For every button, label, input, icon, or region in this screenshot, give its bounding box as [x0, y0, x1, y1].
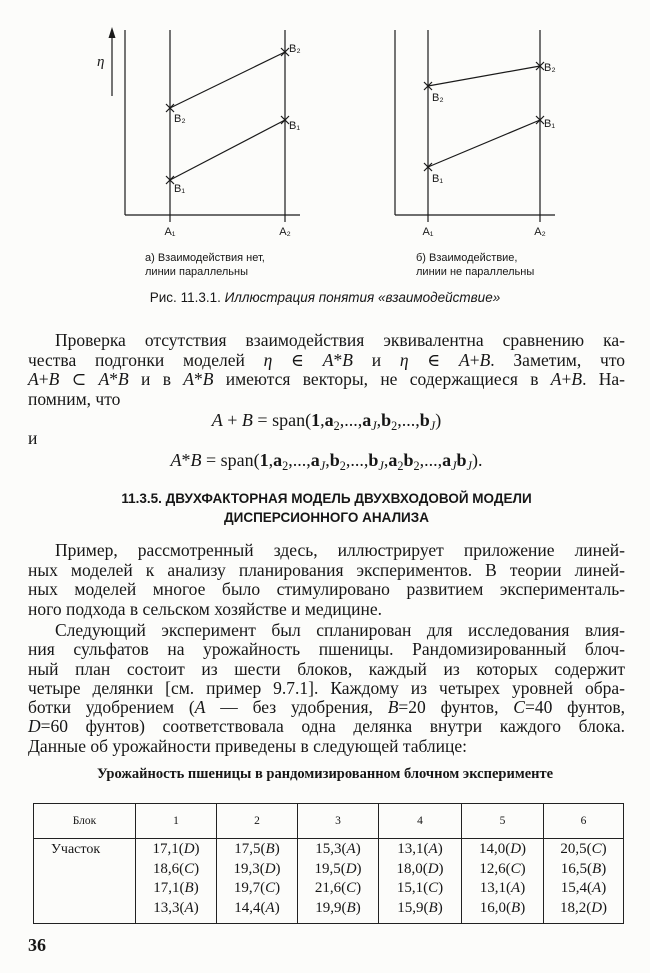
- table-header-row: [34, 804, 624, 839]
- paragraph-line: ных моделей многое было стимулировано развитием эксперименталь-: [28, 579, 625, 599]
- italic-variable: C: [513, 697, 525, 718]
- yield-table: [33, 803, 624, 924]
- italic-variable: B: [571, 369, 583, 390]
- text-run: ботки удобрением (: [28, 697, 195, 718]
- italic-variable: B: [342, 349, 353, 370]
- treatment-letter: D: [510, 841, 522, 857]
- cell-value: 19,5(D): [314, 860, 362, 877]
- text-run: имеются векторы, не содержащиеся в: [213, 369, 551, 390]
- treatment-letter: C: [428, 880, 439, 896]
- bold-vector: a: [388, 450, 398, 470]
- cell-value: 17,5(B): [234, 841, 280, 857]
- treatment-letter: D: [345, 860, 357, 877]
- italic-subscript: J: [466, 458, 472, 473]
- cell-value: 13,1(A): [479, 880, 526, 896]
- italic-variable: A: [211, 410, 223, 430]
- text-run: +: [561, 369, 572, 390]
- treatment-letter: A: [592, 880, 602, 896]
- x-tick-a2: A₂: [534, 226, 546, 238]
- figure-caption: [0, 290, 650, 306]
- cell-value: 17,1(D): [152, 841, 200, 857]
- cell-value: 15,3(A): [315, 841, 361, 857]
- paragraph-line: [28, 351, 625, 371]
- text-run: ,...,: [288, 450, 311, 470]
- italic-variable: A: [550, 369, 562, 390]
- cell-value: 16,5(B): [560, 860, 607, 877]
- figure-number: Рис. 11.3.1.: [149, 290, 221, 305]
- block-column: [379, 839, 462, 924]
- x-tick-a2: A₂: [279, 226, 291, 238]
- treatment-letter: D: [183, 841, 195, 857]
- block-column: [462, 839, 544, 924]
- treatment-letter: C: [510, 860, 521, 877]
- text-run: ): [435, 410, 442, 430]
- header-cell: 5: [462, 804, 544, 839]
- paragraph-line: Данные об урожайности приведены в следующей таблице:: [28, 735, 468, 756]
- bold-vector: b: [368, 450, 379, 470]
- text-run: ).: [471, 450, 483, 470]
- text-run: и: [352, 349, 400, 370]
- b1-right-label: B₁: [289, 120, 301, 132]
- bold-vector: 1: [259, 450, 269, 470]
- italic-variable: η: [263, 349, 273, 370]
- text-run: +: [222, 410, 242, 430]
- header-cell: 4: [379, 804, 462, 839]
- text-run: . Заметим, что: [490, 349, 625, 370]
- block-column: [298, 839, 379, 924]
- cell-value: 19,9(B): [315, 899, 361, 916]
- paragraph-line: [28, 698, 625, 717]
- b1-profile-line: [428, 120, 540, 167]
- text-run: ,: [320, 410, 325, 430]
- x-tick-a1: A₁: [422, 226, 434, 238]
- text-run: ,: [376, 410, 382, 430]
- formula-additive-span: [28, 410, 625, 433]
- block-column: [544, 839, 624, 924]
- text-run: = span(: [201, 450, 260, 470]
- bold-vector: b: [381, 410, 392, 430]
- bold-vector: a: [442, 450, 452, 470]
- text-run: ,...,: [339, 410, 363, 430]
- italic-variable: A: [459, 349, 470, 370]
- cell-value: 16,0(B): [479, 899, 526, 916]
- text-run: ∈: [408, 349, 459, 370]
- italic-variable: A: [322, 349, 334, 370]
- text-run: — без удобрения,: [205, 697, 388, 718]
- text-run: чества подгонки моделей: [28, 349, 264, 370]
- page-number: 36: [28, 935, 46, 955]
- text-run: ⊂: [59, 369, 99, 390]
- header-cell: 6: [544, 804, 624, 839]
- italic-variable: B: [479, 349, 491, 370]
- italic-variable: B: [118, 369, 129, 390]
- italic-variable: B: [241, 410, 253, 430]
- paragraph-line: четыре делянки [см. пример 9.7.1]. Каждому из четырех уровней обра-: [28, 677, 625, 698]
- text-run: =20 фунтов,: [398, 697, 514, 718]
- treatment-letter: D: [264, 860, 276, 877]
- b2-profile-line: [428, 66, 540, 86]
- b2-profile-line: [170, 52, 285, 108]
- italic-variable: B: [190, 450, 202, 470]
- text-run: +: [469, 349, 480, 370]
- bold-vector: a: [324, 410, 334, 430]
- italic-variable: B: [48, 369, 60, 390]
- text-run: ,...,: [419, 450, 443, 470]
- bold-vector: b: [329, 450, 340, 470]
- b2-left-label: B₂: [432, 92, 444, 104]
- b2-right-label: B₂: [289, 43, 301, 55]
- treatment-letter: B: [265, 841, 275, 857]
- subscript: 2: [339, 458, 346, 473]
- text-run: ,...,: [345, 450, 369, 470]
- treatment-letter: C: [265, 880, 276, 896]
- text-run: = span(: [252, 410, 312, 430]
- section-heading: [28, 489, 625, 527]
- text-run: =40 фунтов,: [524, 697, 625, 718]
- italic-subscript: J: [429, 418, 436, 433]
- subscript: 2: [282, 458, 289, 473]
- text-run: ∈: [272, 349, 323, 370]
- paragraph-line: Пример, рассмотренный здесь, иллюстрирует приложение линей-: [55, 540, 625, 560]
- treatment-letter: D: [427, 860, 439, 877]
- heading-line: ДИСПЕРСИОННОГО АНАЛИЗА: [224, 510, 429, 525]
- italic-variable: A: [170, 450, 182, 470]
- b1-left-label: B₁: [432, 173, 444, 185]
- block-column: [217, 839, 298, 924]
- cell-value: 15,4(A): [560, 880, 607, 896]
- bold-vector: a: [362, 410, 372, 430]
- cell-value: 12,6(C): [479, 860, 526, 877]
- subscript: 2: [397, 458, 404, 473]
- italic-variable: B: [387, 697, 399, 718]
- italic-variable: A: [98, 369, 110, 390]
- cell-value: 13,3(A): [153, 899, 199, 916]
- italic-variable: A: [183, 369, 194, 390]
- italic-variable: A: [194, 697, 206, 718]
- caption-line: а) Взаимодействия нет,: [145, 252, 265, 264]
- text-run: ,: [383, 450, 389, 470]
- y-axis-arrowhead: [109, 27, 116, 38]
- paragraph: [28, 331, 625, 410]
- treatment-letter: B: [428, 899, 438, 916]
- panel-b-caption: [416, 251, 534, 279]
- treatment-letter: C: [346, 880, 357, 896]
- paragraph-line: ного подхода в сельском хозяйстве и медицине.: [28, 598, 382, 619]
- b1-profile-line: [170, 120, 285, 180]
- italic-variable: A: [28, 369, 39, 390]
- panel-a-caption: [145, 251, 265, 279]
- subscript: 2: [413, 458, 420, 473]
- table-title: Урожайность пшеницы в рандомизированном блочном эксперименте: [96, 766, 554, 782]
- cell-value: 20,5(C): [560, 841, 607, 857]
- text-run: *: [181, 450, 191, 470]
- caption-line: линии не параллельны: [416, 266, 535, 278]
- cell-value: 18,2(D): [559, 899, 608, 916]
- treatment-letter: A: [265, 899, 275, 916]
- panel-a-no-interaction: [109, 27, 301, 222]
- treatment-letter: B: [346, 899, 356, 916]
- treatment-letter: A: [346, 841, 356, 857]
- block-column: [136, 839, 217, 924]
- cell-value: 21,6(C): [314, 880, 362, 896]
- italic-subscript: J: [378, 458, 384, 473]
- b2-right-label: B₂: [544, 62, 556, 74]
- subscript: 2: [333, 418, 340, 433]
- b2-left-label: B₂: [174, 113, 186, 125]
- figure-title: Иллюстрация понятия «взаимодействие»: [224, 290, 501, 305]
- italic-subscript: J: [451, 458, 457, 473]
- text-run: *: [333, 349, 343, 370]
- cell-value: 17,1(B): [153, 880, 199, 896]
- bold-vector: b: [403, 450, 414, 470]
- text-run: *: [193, 369, 203, 390]
- italic-variable: B: [202, 369, 214, 390]
- paragraph-line: [28, 717, 625, 736]
- italic-subscript: J: [371, 418, 377, 433]
- panel-b-interaction: [395, 30, 555, 222]
- header-cell: 3: [298, 804, 379, 839]
- b1-left-label: B₁: [174, 183, 186, 195]
- interaction-figure: [0, 0, 650, 245]
- heading-line: 11.3.5. ДВУХФАКТОРНАЯ МОДЕЛЬ ДВУХВХОДОВОЙ МОДЕЛИ: [121, 491, 532, 506]
- caption-line: линии параллельны: [145, 266, 249, 278]
- paragraph-line: ных моделей к анализу планирования экспериментов. В теории линей-: [28, 559, 625, 580]
- b1-right-label: B₁: [544, 118, 556, 130]
- treatment-letter: A: [428, 841, 438, 857]
- cell-value: 14,4(A): [234, 899, 280, 916]
- paragraph-line: ный план состоит из шести блоков, каждый из которых содержит: [28, 658, 625, 679]
- cell-value: 19,3(D): [233, 860, 281, 877]
- treatment-letter: B: [592, 860, 602, 877]
- paragraph-line: ния сульфатов на урожайность пшеницы. Рандомизированный блоч-: [28, 639, 625, 660]
- cell-value: 14,0(D): [478, 841, 527, 857]
- text-run: ,...,: [397, 410, 420, 430]
- bold-vector: b: [456, 450, 467, 470]
- row-label: Участок: [34, 839, 136, 924]
- text-run: и в: [128, 369, 184, 390]
- paragraph-line: помним, что: [28, 389, 121, 410]
- bold-vector: b: [419, 410, 430, 430]
- treatment-letter: A: [511, 880, 521, 896]
- text-run: +: [38, 369, 49, 390]
- treatment-letter: C: [184, 860, 195, 877]
- header-cell: 2: [217, 804, 298, 839]
- cell-value: 15,9(B): [397, 899, 443, 916]
- formula-interaction-span: [28, 450, 625, 473]
- treatment-letter: D: [591, 899, 603, 916]
- italic-variable: η: [399, 349, 409, 370]
- text-run: ,: [325, 450, 330, 470]
- treatment-letter: B: [184, 880, 194, 896]
- paragraph: [28, 541, 625, 619]
- treatment-letter: B: [511, 899, 521, 916]
- connector-word: и: [28, 428, 38, 448]
- x-tick-a1: A₁: [164, 226, 176, 238]
- subscript: 2: [391, 418, 398, 433]
- text-run: ,: [268, 450, 274, 470]
- bold-vector: a: [273, 450, 283, 470]
- text-run: . На-: [582, 369, 625, 390]
- y-axis-label: η: [97, 54, 105, 70]
- cell-value: 15,1(C): [396, 880, 444, 896]
- paragraph-line: Следующий эксперимент был спланирован для исследования влия-: [55, 620, 625, 640]
- treatment-letter: C: [591, 841, 602, 857]
- cell-value: 13,1(A): [397, 841, 443, 857]
- text-run: =60 фунтов) соответствовала одна делянка внутри каждого блока.: [40, 716, 625, 737]
- cell-value: 18,0(D): [396, 860, 444, 877]
- italic-subscript: J: [319, 458, 326, 473]
- text-run: *: [109, 369, 119, 390]
- caption-line: б) Взаимодействие,: [416, 252, 518, 264]
- paragraph: [28, 621, 625, 756]
- cell-value: 18,6(C): [152, 860, 200, 877]
- bold-vector: a: [310, 450, 320, 470]
- treatment-letter: A: [184, 899, 194, 916]
- bold-vector: 1: [311, 410, 321, 430]
- table-row: [34, 839, 624, 924]
- italic-variable: D: [28, 716, 41, 737]
- paragraph-line: Проверка отсутствия взаимодействия эквивалентна сравнению ка-: [55, 330, 625, 350]
- header-cell: 1: [136, 804, 217, 839]
- header-cell: Блок: [34, 804, 136, 839]
- cell-value: 19,7(C): [233, 880, 281, 896]
- paragraph-line: [28, 370, 625, 390]
